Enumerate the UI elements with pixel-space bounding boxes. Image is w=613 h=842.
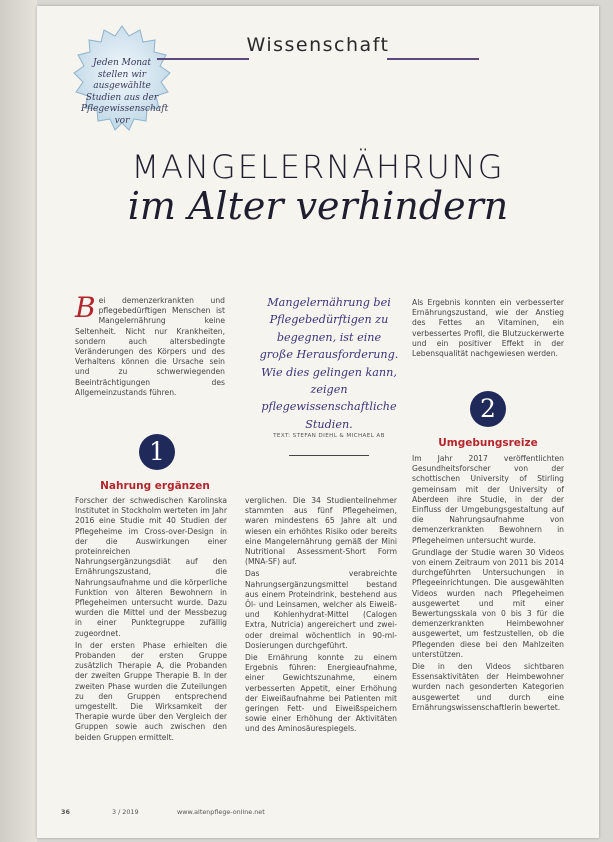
study1-number-badge: 1 [139, 434, 175, 470]
study2-paragraph: Im Jahr 2017 veröffentlichten Gesundheitsforscher von der schottischen University of Stirling gemeinsam mit der University of Aberdeen ihre Studie, in der der Einfluss der Umgebungsgestaltung auf die Nahrungsaufnahme von demenzerkrankten Bewohnern in Pflegeheimen untersucht wurde. [412, 454, 564, 545]
byline: TEXT: STEFAN DIEHL & MICHAEL AB [273, 433, 385, 439]
headline-sub: im Alter verhindern [127, 184, 509, 228]
right-intro-text: Als Ergebnis konnten ein verbesserter Ernährungszustand, wie der Anstieg des Fettes an Vitaminen, ein verbessertes Profil, die Blutzuckerwerte und ein positiver Effekt in der Lebensqualität nachgewiesen werden. [412, 298, 564, 359]
page-number: 36 [61, 808, 70, 816]
section-divider-right [387, 58, 479, 60]
study1-column1 [75, 496, 227, 745]
study1-paragraph: Die Ernährung konnte zu einem Ergebnis führen: Energieaufnahme, einer Gewichtszunahme, einem verbesserten Appetit, einer Erhöhung der Eiweißaufnahme bei Patienten mit geringen Fett- und Eiweißspeichern sowie einer Erhöhung der Aktivitäten und des Aminosäurespiegels. [245, 653, 397, 734]
dropcap: B [75, 291, 96, 324]
study2-heading: Umgebungsreize [438, 437, 538, 449]
study1-paragraph: verglichen. Die 34 Studienteilnehmer stammten aus fünf Pflegeheimen, waren mindestens 65 Jahre alt und wiesen ein erhöhtes Risiko oder bereits eine Mangelernährung gemäß der Mini Nutritional Assessment-Short Form (MNA-SF) auf. [245, 496, 397, 567]
section-divider-left [157, 58, 249, 60]
headline: MANGELERNÄHRUNG [131, 148, 505, 186]
quote-divider [289, 455, 369, 456]
issue-label: 3 / 2019 [112, 808, 139, 816]
study2-column [412, 454, 564, 715]
study1-paragraph: In der ersten Phase erhielten die Probanden der ersten Gruppe zusätzlich Therapie A, die Probanden der zweiten Gruppe Therapie B. In der zweiten Phase wurden die Zuteilungen zu den Gruppen entsprechend umgestellt. Die Wirksamkeit der Therapie wurde über den Vergleich der Gruppen sowie auch zwischen den beiden Gruppen ermittelt. [75, 640, 227, 742]
study2-paragraph: Die in den Videos sichtbaren Essensaktivitäten der Heimbewohner wurden nach gesonderten Kategorien ausgewertet und durch eine Ernährungswissenschaftlerin bewertet. [412, 662, 564, 712]
intro-text [75, 291, 225, 398]
study2-number-badge: 2 [470, 391, 506, 427]
badge-text: Jeden Monat stellen wir ausgewählte Studien aus der Pflegewissenschaft vor [81, 58, 169, 126]
pull-quote: Mangelernährung bei Pflegebedürftigen zu begegnen, ist eine große Herausforderung. Wie dies gelingen kann, zeigen pflegewissenschaftliche Studien. [259, 296, 399, 431]
footer-url[interactable]: www.altenpflege-online.net [177, 808, 265, 816]
binding-shadow [0, 0, 37, 842]
study1-paragraph: Forscher der schwedischen Karolinska Institutet in Stockholm werteten im Jahr 2016 eine Studie mit 40 Studien der Pflegeheime im Cross-over-Design in der die Auswirkungen einer proteinreichen Nahrungsergänzungsdiät auf den Ernährungszustand, die Nahrungsaufnahme und die körperliche Funktion von älteren Bewohnern in Pflegeheimen untersucht wurde. Dazu wurden die Mittel und der Messbezug in einer Punktegruppe zufällig zugeordnet. [75, 496, 227, 638]
study1-column2 [245, 496, 397, 737]
study1-paragraph: Das verabreichte Nahrungsergänzungsmittel bestand aus einem Proteindrink, bestehend aus Öl- und Leinsamen, welcher als Eiweiß- und Kohlenhydrat-Mittel (Calogen Extra, Nutricia) angereichert und zwei- oder dreimal wöchentlich in 90-ml-Dosierungen durchgeführt. [245, 569, 397, 650]
study1-heading: Nahrung ergänzen [100, 480, 210, 492]
magazine-page [37, 6, 599, 838]
study2-paragraph: Grundlage der Studie waren 30 Videos von einem Zeitraum von 2011 bis 2014 durchgeführten Untersuchungen in Pflegeeinrichtungen. Die ausgewählten Videos wurden nach Pflegeheimen ausgewertet und mit einer Bewertungsskala von 0 bis 3 für die demenzerkrankten Heimbewohner ausgewertet, um festzustellen, ob die Pflegenden diese bei den Mahlzeiten unterstützen. [412, 547, 564, 659]
section-label: Wissenschaft [246, 34, 390, 56]
intro-body: ei demenzerkrankten und pflegebedürftigen Menschen ist Mangelernährung keine Seltenheit. Nicht nur Krankheiten, sondern auch altersbedingte Veränderungen des Körpers und des Verhaltens können die Ursache sein und zu schwerwiegenden Beeinträchtigungen des Allgemeinzustands führen. [75, 296, 225, 397]
